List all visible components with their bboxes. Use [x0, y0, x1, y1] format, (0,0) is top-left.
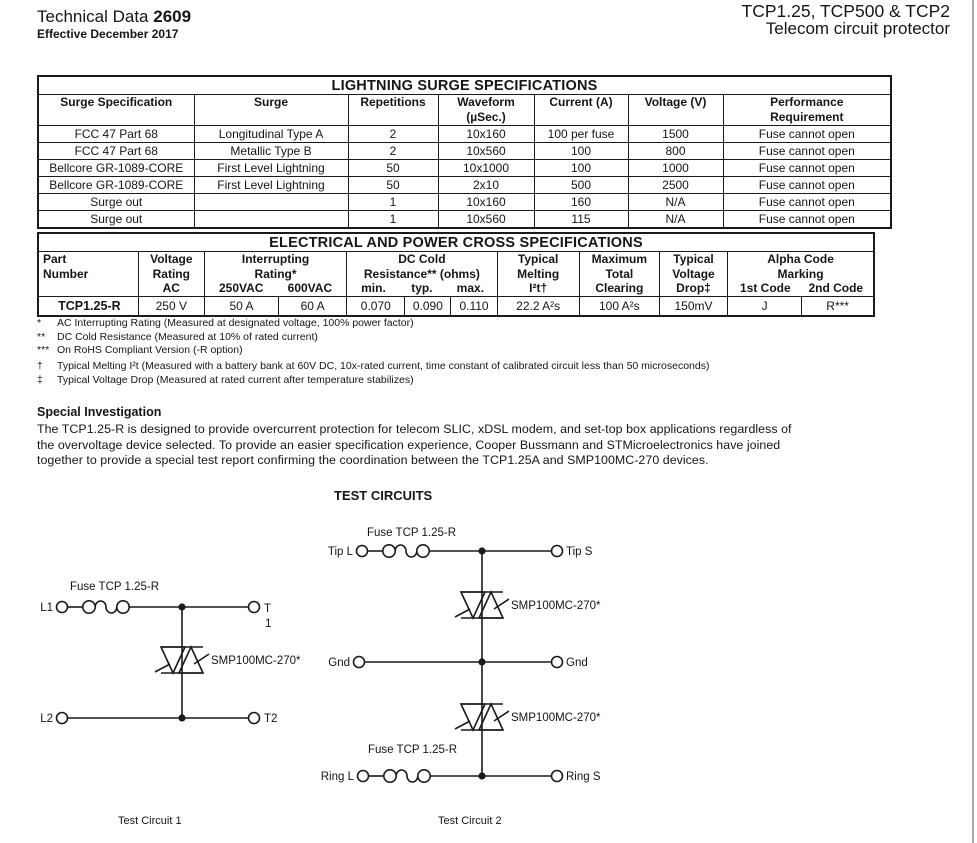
col-header-label: Melting [517, 266, 560, 281]
footnote-marker: ‡ [37, 373, 43, 386]
terminal-circle [249, 713, 260, 724]
col-header-label: Maximum [591, 252, 648, 266]
cell: 2 [348, 143, 438, 160]
sub-col-header: 600VAC [287, 281, 333, 295]
cell: Metallic Type B [194, 143, 348, 160]
footnote-text: On RoHS Compliant Version (-R option) [57, 344, 243, 356]
cell: J [728, 296, 802, 316]
circuit-caption: Test Circuit 1 [118, 815, 182, 827]
cell: 1500 [628, 126, 723, 143]
cell: N/A [628, 211, 723, 229]
product-description: Telecom circuit protector [765, 19, 950, 38]
terminal-label-gnd-r: Gnd [566, 657, 588, 669]
fuse-symbol [383, 545, 429, 557]
cell: 100 [534, 160, 628, 177]
table-row [38, 76, 891, 95]
doc-type-label: Technical Data [37, 7, 149, 26]
cell: 1 [348, 194, 438, 211]
cell: 0.110 [451, 296, 497, 316]
col-header [497, 252, 579, 297]
table-row [38, 160, 891, 177]
sub-col-header: 1st Code [739, 281, 791, 295]
col-header-label: Marking [777, 266, 824, 281]
cell: First Level Lightning [194, 160, 348, 177]
junction-dot [178, 714, 185, 721]
terminal-label-gnd-l: Gnd [328, 657, 350, 669]
footnote [37, 344, 937, 356]
body-line: The TCP1.25-R is designed to provide overcurrent protection for telecom SLIC, xDSL modem, and set-top box applications regardless of [37, 422, 792, 436]
col-header-label [43, 281, 136, 296]
col-header-label: Part [43, 252, 67, 266]
col-header [579, 252, 659, 297]
sub-col-header: min. [361, 281, 386, 295]
cell: Fuse cannot open [723, 143, 891, 160]
terminal-circle [552, 546, 563, 557]
terminal-circle [249, 602, 260, 613]
terminal-circle [358, 771, 369, 782]
terminal-circle [552, 771, 563, 782]
col-header-label: AC [162, 281, 180, 295]
table-row [38, 143, 891, 160]
table-row [38, 233, 874, 252]
footnote-text: Typical Melting I²t (Measured with a battery bank at 60V DC, 10x-rated current, time constant of calibrated circuit less than 50 microseconds) [57, 360, 710, 372]
test-circuit-1 [40, 581, 301, 827]
footnotes [37, 317, 937, 387]
terminal-label-l2: L2 [40, 713, 53, 725]
sub-col-header: 2nd Code [808, 281, 864, 295]
col-header [628, 95, 723, 126]
body-line: together to provide a special test report confirming the coordination between the TCP1.25A and SMP100MC-270 devices. [37, 453, 709, 467]
table-title: LIGHTNING SURGE SPECIFICATIONS [38, 76, 891, 95]
col-header [659, 252, 727, 297]
fuse-symbol [83, 601, 129, 613]
cell: 115 [534, 211, 628, 229]
footnote [37, 317, 937, 329]
special-investigation-body [37, 422, 897, 469]
cell: Fuse cannot open [723, 211, 891, 229]
col-header [728, 252, 874, 297]
terminal-circle [552, 657, 563, 668]
terminal-label-t2: T2 [264, 713, 278, 725]
footnote-marker: † [37, 360, 43, 372]
cell [194, 194, 348, 211]
cell: 100 A²s [579, 296, 659, 316]
device-label: SMP100MC-270* [211, 655, 301, 667]
cell: Surge out [38, 211, 194, 229]
cell: 500 [534, 177, 628, 194]
col-header-label: Voltage (V) [644, 95, 707, 109]
col-header-label: Surge Specification [60, 95, 173, 109]
special-investigation-heading: Special Investigation [37, 405, 162, 419]
cell: FCC 47 Part 68 [38, 143, 194, 160]
col-header [194, 95, 348, 126]
cell: Fuse cannot open [723, 194, 891, 211]
footnote-marker: * [37, 317, 42, 329]
table-row [38, 177, 891, 194]
col-header [38, 252, 138, 297]
doc-effective-date: Effective December 2017 [37, 27, 179, 41]
cell: Bellcore GR-1089-CORE [38, 160, 194, 177]
cell: 2x10 [438, 177, 534, 194]
col-header [38, 95, 194, 126]
cell: 1000 [628, 160, 723, 177]
col-header-label: Surge [253, 95, 288, 109]
cell: Fuse cannot open [723, 160, 891, 177]
cell: 50 [348, 160, 438, 177]
footnote [37, 360, 937, 372]
terminal-label-l1: L1 [40, 602, 53, 614]
product-family: TCP1.25, TCP500 & TCP2 [741, 1, 950, 21]
cell: Bellcore GR-1089-CORE [38, 177, 194, 194]
col-header-label: I²t† [529, 281, 548, 295]
table-row [38, 211, 891, 229]
table-header-row [38, 252, 874, 297]
col-header [723, 95, 891, 126]
cell: Fuse cannot open [723, 177, 891, 194]
fuse-label: Fuse TCP 1.25-R [367, 527, 457, 539]
cell: 2500 [628, 177, 723, 194]
footnote [37, 374, 937, 386]
footnote-text: Typical Voltage Drop (Measured at rated current after temperature stabilizes) [57, 373, 414, 386]
col-header [138, 252, 204, 297]
cell: Fuse cannot open [723, 126, 891, 143]
body-line: the overvoltage device selected. To provide an easier specification experience, Cooper Bussmann and STMicroelectronics have joined [37, 437, 781, 452]
footnote-text: AC Interrupting Rating (Measured at designated voltage, 100% power factor) [57, 317, 414, 329]
cell: N/A [628, 194, 723, 211]
col-header-label: Waveform [457, 95, 515, 109]
page-edge-line [972, 0, 974, 843]
cell [194, 211, 348, 229]
junction-dot [478, 772, 485, 779]
cell: FCC 47 Part 68 [38, 126, 194, 143]
footnote-marker: *** [37, 344, 50, 356]
cell: 50 [348, 177, 438, 194]
footnote [37, 331, 937, 343]
col-header-label: Current (A) [549, 95, 613, 109]
product-header [742, 2, 950, 38]
cell: 250 V [138, 296, 204, 316]
footnote-marker: ** [37, 330, 46, 343]
cell: R*** [802, 296, 874, 316]
col-header [438, 95, 534, 126]
cell: First Level Lightning [194, 177, 348, 194]
fuse-label: Fuse TCP 1.25-R [368, 744, 458, 756]
circuit-caption: Test Circuit 2 [438, 815, 502, 827]
col-header-label: Clearing [595, 281, 644, 295]
sub-col-header: max. [456, 281, 485, 295]
cell: 2 [348, 126, 438, 143]
col-header [534, 95, 628, 126]
cell: 100 [534, 143, 628, 160]
table-title: ELECTRICAL AND POWER CROSS SPECIFICATIONS [38, 233, 874, 252]
col-header-label: Interrupting [241, 252, 310, 266]
terminal-label-t: T [264, 603, 272, 615]
col-header-label: Requirement [770, 110, 844, 124]
doc-title [37, 7, 191, 27]
device-label: SMP100MC-270* [511, 600, 601, 612]
col-header-label: (µSec.) [466, 110, 506, 124]
cell: 100 per fuse [534, 126, 628, 143]
cell-part-number: TCP1.25-R [38, 296, 138, 316]
col-header-label: Drop‡ [676, 281, 711, 295]
cell: 60 A [279, 296, 347, 316]
col-header-label: Typical [517, 252, 559, 266]
sub-col-header: 250VAC [218, 281, 264, 295]
table-row [38, 126, 891, 143]
test-circuits-diagram [0, 502, 700, 842]
table-row [38, 194, 891, 211]
sub-col-header: typ. [411, 281, 433, 295]
table-row [38, 296, 874, 316]
col-header-label: Number [43, 266, 89, 281]
terminal-circle [57, 602, 68, 613]
test-circuit-2 [321, 527, 601, 827]
cell: 22.2 A²s [497, 296, 579, 316]
col-header-label: Resistance** (ohms) [363, 266, 480, 281]
footnote-text: DC Cold Resistance (Measured at 10% of rated current) [57, 330, 318, 343]
col-header-label: Performance [770, 95, 844, 109]
doc-number: 2609 [153, 7, 192, 26]
cell: 800 [628, 143, 723, 160]
terminal-circle [357, 546, 368, 557]
col-header-label: Typical [673, 252, 714, 266]
cell: 150mV [659, 296, 727, 316]
terminal-label-t-sub: 1 [265, 618, 272, 630]
test-circuits-heading: TEST CIRCUITS [334, 488, 433, 503]
electrical-specs-table [37, 232, 875, 317]
cell: 0.070 [347, 296, 405, 316]
terminal-label-ring-s: Ring S [566, 771, 601, 783]
terminal-circle [57, 713, 68, 724]
cell: 50 A [204, 296, 278, 316]
col-header-label: Alpha Code [767, 252, 834, 266]
junction-dot [478, 658, 485, 665]
col-header [204, 252, 346, 297]
col-header-label: Total [605, 266, 634, 281]
lightning-surge-table [37, 75, 892, 229]
col-header-label: Repetitions [360, 95, 426, 109]
terminal-label-ring-l: Ring L [320, 771, 354, 783]
terminal-label-tip-s: Tip S [566, 546, 593, 558]
col-header-label: DC Cold [398, 252, 446, 266]
fuse-label: Fuse TCP 1.25-R [70, 581, 160, 593]
device-label: SMP100MC-270* [511, 712, 601, 724]
cell: 10x560 [438, 211, 534, 229]
cell: Longitudinal Type A [194, 126, 348, 143]
fuse-symbol [384, 770, 430, 782]
cell: 0.090 [405, 296, 451, 316]
table-header-row [38, 95, 891, 126]
terminal-circle [354, 657, 365, 668]
cell: 10x1000 [438, 160, 534, 177]
col-header-label: Voltage [150, 252, 193, 266]
col-header-label: Rating* [254, 266, 297, 281]
col-header-label: Voltage [672, 266, 715, 281]
col-header [348, 95, 438, 126]
cell: 1 [348, 211, 438, 229]
col-header-label: Rating [152, 266, 190, 281]
cell: Surge out [38, 194, 194, 211]
cell: 10x160 [438, 194, 534, 211]
cell: 10x160 [438, 126, 534, 143]
cell: 10x560 [438, 143, 534, 160]
terminal-label-tip-l: Tip L [327, 546, 353, 558]
cell: 160 [534, 194, 628, 211]
col-header [347, 252, 497, 297]
